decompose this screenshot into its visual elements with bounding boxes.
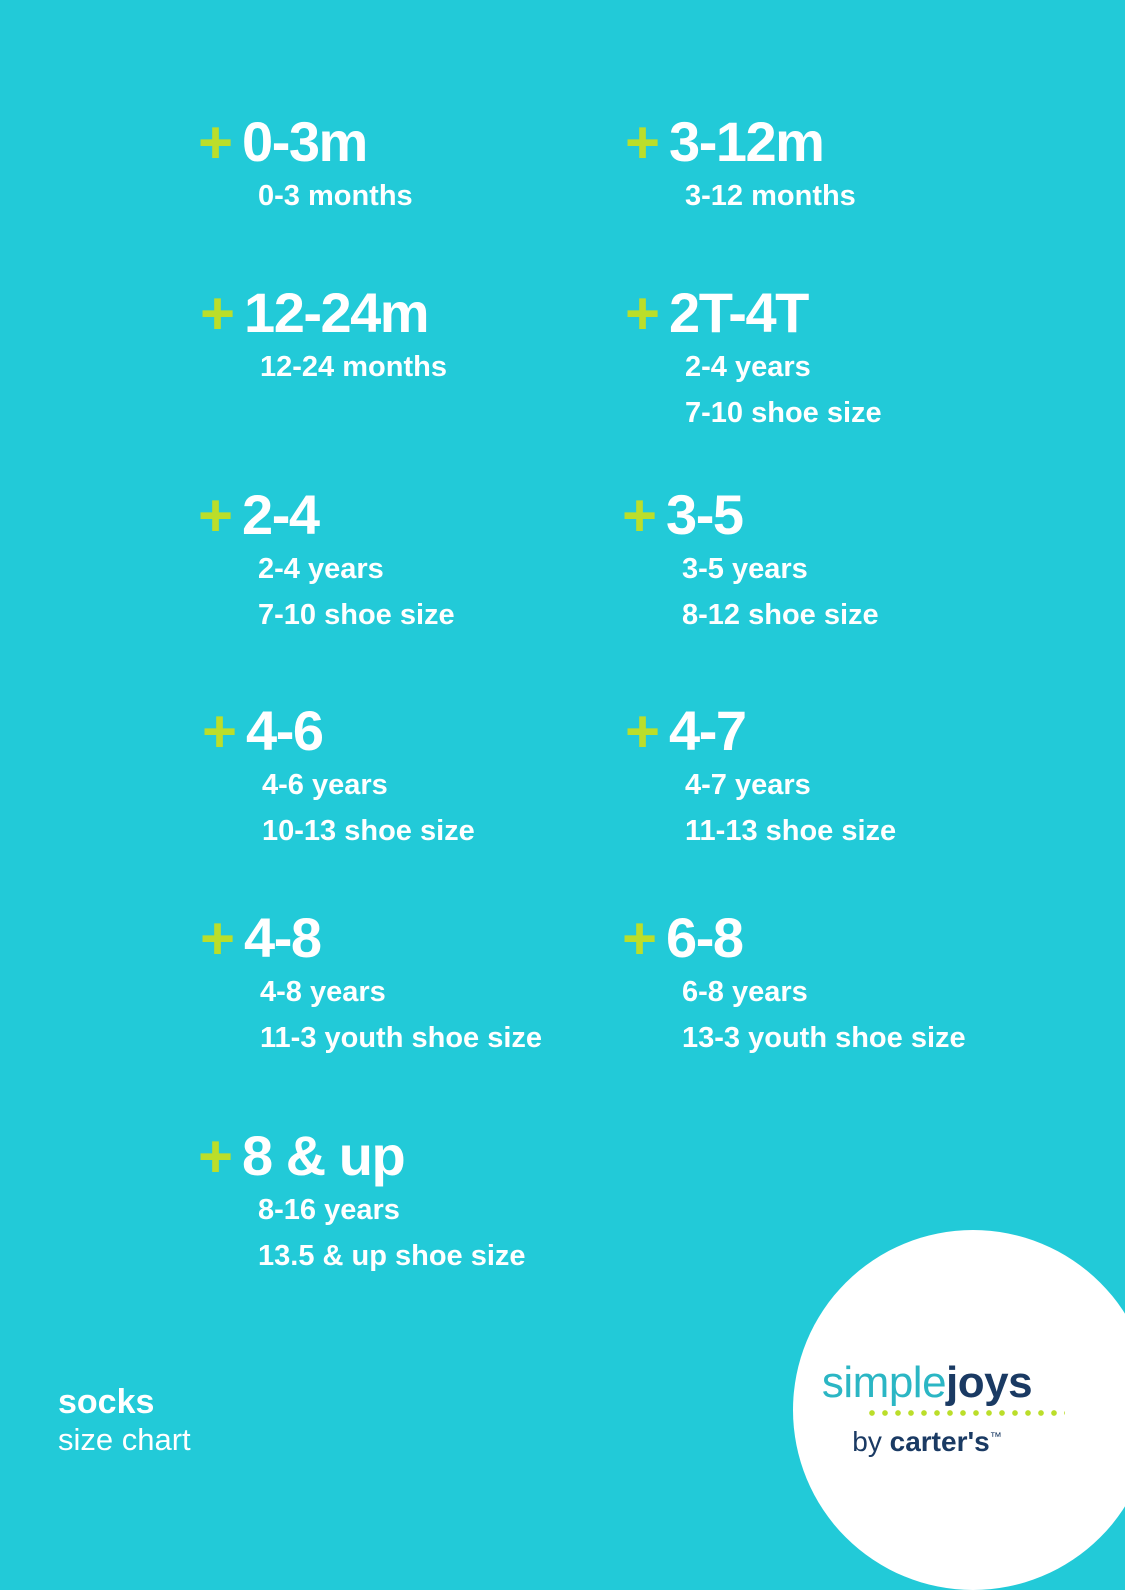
size-entry-8-and-up (198, 1123, 526, 1277)
plus-icon: + (625, 109, 660, 176)
logo-trademark: ™ (989, 1429, 1002, 1444)
logo-byline (787, 1426, 1067, 1458)
logo-wordmark (787, 1358, 1067, 1407)
size-detail-line2: 8-12 shoe size (682, 599, 879, 632)
size-detail-line1: 8-16 years (258, 1194, 400, 1226)
size-detail-line1: 3-5 years (682, 553, 808, 585)
size-detail-line1: 4-7 years (685, 769, 811, 801)
plus-icon: + (622, 482, 657, 549)
plus-icon: + (625, 698, 660, 765)
size-detail-line1: 4-8 years (260, 976, 386, 1008)
footer-caption (58, 1383, 191, 1458)
size-label: 4-6 (246, 699, 323, 762)
footer-title: socks (58, 1383, 155, 1422)
size-detail-line1: 4-6 years (262, 769, 388, 801)
size-detail-line2: 13-3 youth shoe size (682, 1022, 966, 1055)
brand-logo (787, 1358, 1067, 1458)
size-label: 8 & up (242, 1124, 405, 1187)
size-label: 6-8 (666, 906, 743, 969)
size-entry-6-8 (622, 905, 966, 1059)
size-header (198, 109, 413, 176)
footer-subtitle: size chart (58, 1422, 191, 1458)
size-detail-line2: 11-3 youth shoe size (260, 1022, 543, 1055)
logo-word-simple: simple (821, 1358, 947, 1407)
size-label: 3-5 (666, 483, 743, 546)
size-label: 4-8 (244, 906, 321, 969)
size-label: 3-12m (669, 110, 824, 173)
size-header (622, 905, 966, 972)
size-detail-line1: 2-4 years (685, 351, 811, 383)
size-label: 2T-4T (669, 281, 808, 344)
size-label: 2-4 (242, 483, 319, 546)
size-label: 12-24m (244, 281, 429, 344)
size-label: 4-7 (669, 699, 746, 762)
size-header (198, 482, 455, 549)
size-header (625, 698, 896, 765)
plus-icon: + (198, 109, 233, 176)
size-detail-line1: 0-3 months (258, 180, 413, 212)
plus-icon: + (198, 482, 233, 549)
size-label: 0-3m (242, 110, 367, 173)
size-entry-3-12m (625, 109, 856, 217)
size-header (198, 1123, 526, 1190)
size-entry-4-8 (200, 905, 543, 1059)
size-detail-line2: 13.5 & up shoe size (258, 1240, 526, 1273)
size-header (200, 905, 542, 972)
size-detail-line1: 12-24 months (260, 351, 447, 383)
size-header (200, 280, 447, 347)
size-detail-line1: 3-12 months (685, 180, 856, 212)
size-header (625, 280, 882, 347)
plus-icon: + (200, 905, 235, 972)
size-entry-2t-4t (625, 280, 882, 434)
size-detail-line2: 7-10 shoe size (685, 397, 882, 430)
logo-dotted-rule (869, 1410, 1065, 1417)
size-entry-2-4 (198, 482, 455, 636)
logo-brand-carters: carter's (889, 1426, 990, 1457)
plus-icon: + (202, 698, 237, 765)
size-header (202, 698, 475, 765)
size-detail-line1: 6-8 years (682, 976, 808, 1008)
size-entry-4-7 (625, 698, 897, 852)
plus-icon: + (622, 905, 657, 972)
size-entry-3-5 (622, 482, 879, 636)
size-header (622, 482, 879, 549)
plus-icon: + (198, 1123, 233, 1190)
size-detail-line2: 10-13 shoe size (262, 815, 475, 848)
logo-word-joys: joys (946, 1358, 1033, 1407)
size-detail-line1: 2-4 years (258, 553, 384, 585)
logo-by-text: by (852, 1426, 890, 1457)
size-entry-0-3m (198, 109, 413, 217)
size-detail-line2: 7-10 shoe size (258, 599, 455, 632)
size-detail-line2: 11-13 shoe size (685, 815, 897, 848)
size-entry-4-6 (202, 698, 475, 852)
plus-icon: + (200, 280, 235, 347)
size-header (625, 109, 856, 176)
plus-icon: + (625, 280, 660, 347)
size-entry-12-24m (200, 280, 447, 388)
